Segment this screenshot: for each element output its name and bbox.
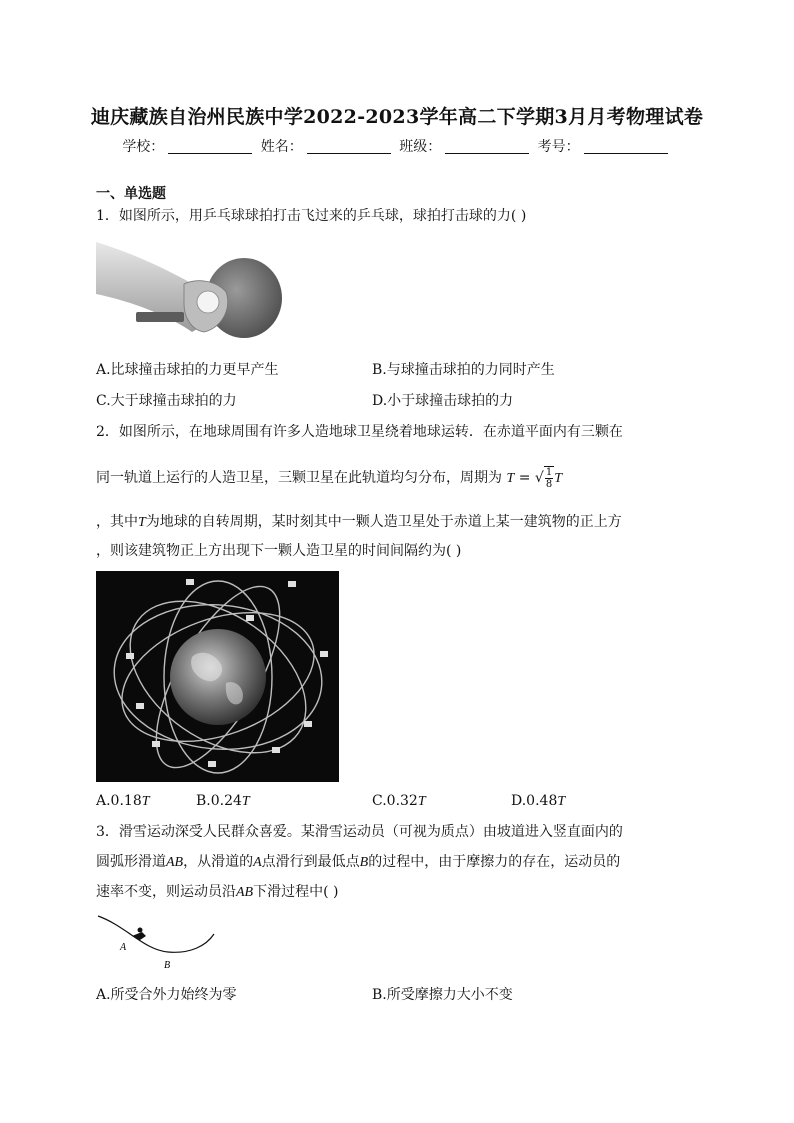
q3-l2-b: ，从滑道的 [183,854,254,870]
school-blank[interactable] [168,139,252,154]
q2-option-c-value: C.0.32 [372,793,418,809]
q2-option-a[interactable] [96,793,150,810]
q3-option-a[interactable]: A.所受合外力始终为零 [96,987,237,1003]
q1-option-b[interactable]: B.与球撞击球拍的力同时产生 [372,362,555,378]
q2-line2-text: 同一轨道上运行的人造卫星，三颗卫星在此轨道均匀分布，周期为 [96,470,502,486]
q2-option-c-unit: T [417,794,426,809]
question-2-stem-line-2 [96,466,562,490]
question-3-stem-line-3 [96,882,338,903]
question-2-stem-line-4: ，则该建筑物正上方出现下一颗人造卫星的时间间隔约为( ) [96,543,462,559]
name-blank[interactable] [307,139,391,154]
q3-l2-d: 的过程中，由于摩擦力的存在，运动员的 [368,854,621,870]
satellite-orbits-figure [96,571,339,782]
question-1-stem: 1．如图所示，用乒乓球球拍打击飞过来的乒乓球，球拍打击球的力( ) [96,208,527,224]
question-3-stem-line-2 [96,852,620,873]
q2-option-b[interactable] [196,793,250,810]
q3-l3-ab: AB [236,885,254,900]
ski-slope-figure [96,912,218,972]
q3-l2-ab: AB [166,855,184,870]
formula-eq: = [518,470,531,486]
q2-option-d-unit: T [557,794,566,809]
ping-pong-ball [197,291,219,313]
skier-icon [132,932,146,940]
school-label: 学校： [122,139,165,155]
q1-option-d[interactable]: D.小于球撞击球拍的力 [372,393,514,409]
question-3-stem-line-1: 3．滑雪运动深受人民群众喜爱。某滑雪运动员（可视为质点）由坡道进入竖直面内的 [96,824,623,840]
q2-line3-b: 为地球的自转周期，某时刻其中一颗人造卫星处于赤道上某一建筑物的正上方 [145,514,622,530]
q3-l3-a: 速率不变，则运动员沿 [96,884,236,900]
q2-option-a-unit: T [141,794,150,809]
question-2-stem-line-1: 2．如图所示，在地球周围有许多人造地球卫星绕着地球运转．在赤道平面内有三颗在 [96,424,623,440]
formula-t: T [506,471,515,486]
q2-option-c[interactable] [372,793,426,810]
q2-option-d[interactable] [511,793,565,810]
q3-option-b[interactable]: B.所受摩擦力大小不变 [372,987,513,1003]
q1-option-c[interactable]: C.大于球撞击球拍的力 [96,393,237,409]
q3-l2-b-var: B [359,855,369,870]
q2-option-d-value: D.0.48 [511,793,558,809]
section-title: 一、单选题 [96,186,166,202]
q1-option-a[interactable]: A.比球撞击球拍的力更早产生 [96,362,279,378]
number-blank[interactable] [584,139,668,154]
q2-option-a-value: A.0.18 [96,793,142,809]
formula-sqrt: √ $\frac{1}{8}$ [534,467,553,490]
q2-line3-a: ，其中 [96,514,138,530]
point-b-label: B [164,960,171,971]
q2-option-b-unit: T [241,794,250,809]
q3-l2-c: 点滑行到最低点 [261,854,360,870]
page-title: 迪庆藏族自治州民族中学2022-2023学年高二下学期3月月考物理试卷 [90,106,704,128]
q3-l2-a: 圆弧形滑道 [96,854,166,870]
ping-pong-paddle-figure [96,234,282,338]
slope-arc [98,916,214,952]
q2-option-b-value: B.0.24 [196,793,242,809]
q3-l2-a-var: A [253,855,262,870]
question-2-stem-line-3 [96,512,622,533]
formula-denominator: 8 [545,479,553,490]
number-label: 考号： [537,139,580,155]
skier-head [138,928,143,933]
class-blank[interactable] [445,139,529,154]
student-info-row [0,136,794,156]
paddle-handle [136,312,184,322]
point-a-label: A [120,942,127,953]
q2-line3-var: T [138,515,146,530]
name-label: 姓名： [260,139,303,155]
q3-l3-b: 下滑过程中( ) [253,884,339,900]
class-label: 班级： [399,139,442,155]
formula-numerator: 1 [545,467,553,478]
formula-t2: T [554,471,562,486]
